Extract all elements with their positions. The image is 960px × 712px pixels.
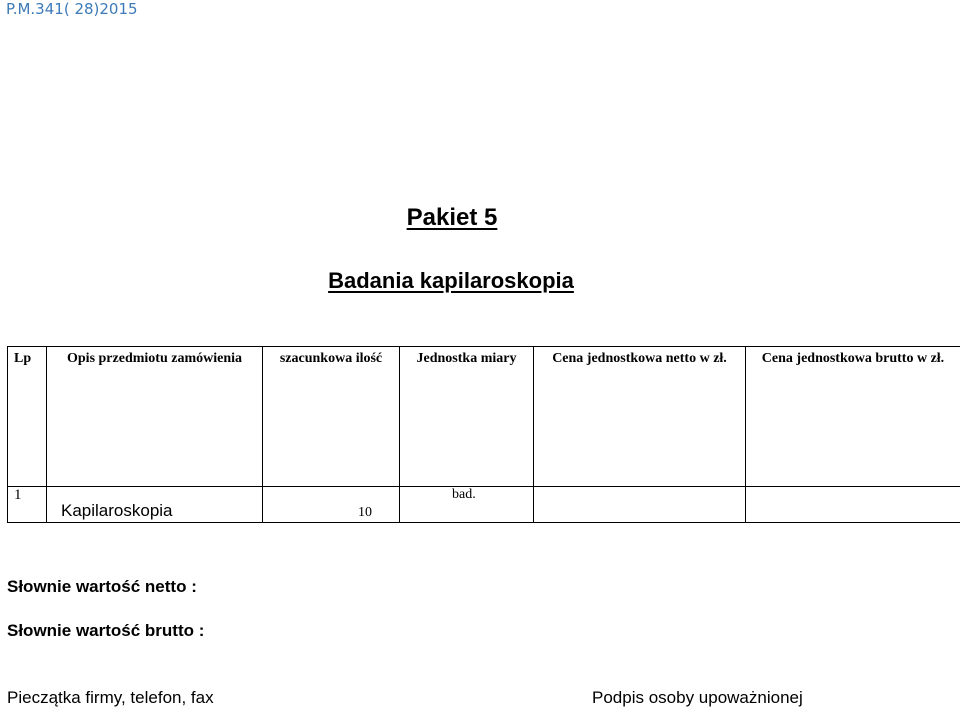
offer-table — [7, 346, 960, 523]
document-reference: P.M.341( 28)2015 — [6, 0, 138, 18]
cell-description: Kapilaroskopia — [47, 487, 263, 523]
package-subtitle: Badania kapilaroskopia — [328, 268, 574, 293]
header-gross-price: Cena jednostkowa brutto w zł. — [746, 347, 960, 487]
cell-unit: bad. — [400, 487, 534, 523]
authorized-signature-label: Podpis osoby upoważnionej — [592, 688, 803, 707]
table-header-row — [8, 347, 960, 487]
header-lp: Lp — [8, 347, 47, 487]
header-net-price: Cena jednostkowa netto w zł. — [534, 347, 746, 487]
package-title: Pakiet 5 — [406, 204, 498, 231]
header-quantity: szacunkowa ilość — [263, 347, 400, 487]
cell-lp: 1 — [8, 487, 47, 523]
cell-net-price[interactable] — [534, 487, 746, 523]
cell-quantity: 10 — [263, 487, 400, 523]
cell-gross-price[interactable] — [746, 487, 960, 523]
header-description: Opis przedmiotu zamówienia — [47, 347, 263, 487]
gross-value-in-words-label: Słownie wartość brutto : — [7, 621, 205, 640]
company-stamp-label: Pieczątka firmy, telefon, fax — [7, 688, 214, 707]
header-unit: Jednostka miary — [400, 347, 534, 487]
table-row — [8, 487, 960, 523]
net-value-in-words-label: Słownie wartość netto : — [7, 577, 197, 596]
